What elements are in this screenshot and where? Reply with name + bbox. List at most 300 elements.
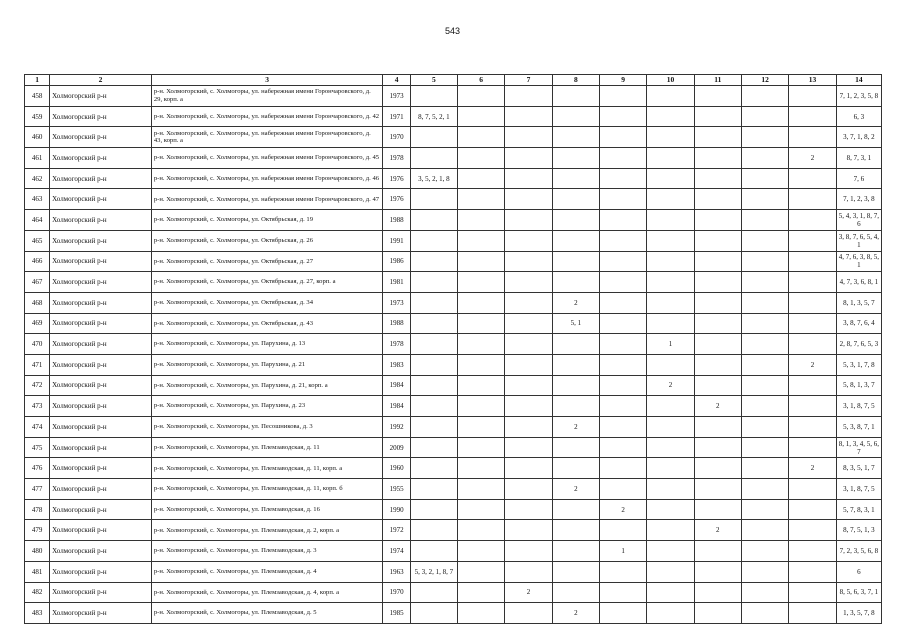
- table-cell: [694, 189, 741, 210]
- table-cell: [458, 334, 505, 355]
- table-cell: 3, 5, 2, 1, 8: [410, 168, 457, 189]
- table-cell: р-н. Холмогорский, с. Холмогоры, ул. набережная имени Горончаровского, д. 42: [151, 106, 383, 127]
- table-cell: [741, 603, 788, 624]
- table-cell: [694, 458, 741, 479]
- table-cell: 475: [25, 437, 50, 458]
- table-cell: 1976: [383, 189, 410, 210]
- table-cell: [741, 292, 788, 313]
- table-cell: Холмогорский р-н: [50, 189, 152, 210]
- table-cell: Холмогорский р-н: [50, 106, 152, 127]
- table-cell: [599, 582, 646, 603]
- column-header: 14: [836, 75, 881, 86]
- table-cell: 473: [25, 396, 50, 417]
- table-cell: [789, 375, 836, 396]
- table-cell: [505, 313, 552, 334]
- table-cell: [410, 210, 457, 231]
- table-cell: 461: [25, 148, 50, 169]
- table-cell: [647, 127, 694, 148]
- table-cell: р-н. Холмогорский, с. Холмогоры, ул. Парухина, д. 21: [151, 354, 383, 375]
- table-cell: [458, 86, 505, 107]
- table-cell: [599, 251, 646, 272]
- table-cell: [647, 354, 694, 375]
- table-cell: [789, 396, 836, 417]
- column-header: 1: [25, 75, 50, 86]
- table-cell: 1972: [383, 520, 410, 541]
- table-cell: 5, 3, 1, 7, 8: [836, 354, 881, 375]
- table-cell: 3, 8, 7, 6, 4: [836, 313, 881, 334]
- table-cell: р-н. Холмогорский, с. Холмогоры, ул. Парухина, д. 23: [151, 396, 383, 417]
- table-cell: [599, 313, 646, 334]
- table-cell: Холмогорский р-н: [50, 230, 152, 251]
- table-cell: [458, 168, 505, 189]
- table-cell: 2: [552, 417, 599, 438]
- column-header: 4: [383, 75, 410, 86]
- table-row: [25, 479, 882, 500]
- table-cell: р-н. Холмогорский, с. Холмогоры, ул. Парухина, д. 21, корп. а: [151, 375, 383, 396]
- table-row: [25, 437, 882, 458]
- table-cell: [505, 210, 552, 231]
- table-cell: [410, 458, 457, 479]
- column-header: 9: [599, 75, 646, 86]
- table-cell: [741, 148, 788, 169]
- table-cell: 482: [25, 582, 50, 603]
- table-cell: [789, 479, 836, 500]
- table-cell: [789, 499, 836, 520]
- table-cell: [647, 458, 694, 479]
- table-cell: р-н. Холмогорский, с. Холмогоры, ул. Октябрьская, д. 19: [151, 210, 383, 231]
- table-cell: [647, 396, 694, 417]
- table-cell: [505, 148, 552, 169]
- table-cell: [647, 292, 694, 313]
- table-cell: [741, 313, 788, 334]
- table-cell: 6: [836, 561, 881, 582]
- column-header: 6: [458, 75, 505, 86]
- table-cell: [599, 396, 646, 417]
- table-cell: [410, 541, 457, 562]
- table-cell: 1978: [383, 148, 410, 169]
- table-cell: [741, 520, 788, 541]
- column-header: 13: [789, 75, 836, 86]
- table-cell: [599, 168, 646, 189]
- table-cell: [694, 210, 741, 231]
- table-cell: [552, 127, 599, 148]
- table-cell: [505, 127, 552, 148]
- table-cell: [505, 437, 552, 458]
- table-cell: [410, 603, 457, 624]
- table-row: [25, 334, 882, 355]
- table-cell: [410, 86, 457, 107]
- table-cell: 2: [552, 603, 599, 624]
- table-cell: [552, 458, 599, 479]
- table-cell: 479: [25, 520, 50, 541]
- table-row: [25, 499, 882, 520]
- table-cell: [552, 354, 599, 375]
- table-cell: [599, 210, 646, 231]
- table-cell: [789, 582, 836, 603]
- table-cell: 8, 3, 5, 1, 7: [836, 458, 881, 479]
- table-cell: 8, 7, 5, 2, 1: [410, 106, 457, 127]
- table-cell: [647, 251, 694, 272]
- table-cell: [505, 354, 552, 375]
- table-cell: р-н. Холмогорский, с. Холмогоры, ул. набережная имени Горончаровского, д. 43, корп. а: [151, 127, 383, 148]
- table-cell: [789, 334, 836, 355]
- table-cell: Холмогорский р-н: [50, 168, 152, 189]
- table-cell: [789, 189, 836, 210]
- table-cell: [599, 520, 646, 541]
- table-cell: [741, 499, 788, 520]
- table-cell: 1974: [383, 541, 410, 562]
- table-cell: [694, 603, 741, 624]
- table-cell: Холмогорский р-н: [50, 272, 152, 293]
- table-cell: 462: [25, 168, 50, 189]
- table-cell: [552, 541, 599, 562]
- table-cell: Холмогорский р-н: [50, 127, 152, 148]
- table-cell: [410, 127, 457, 148]
- table-cell: 478: [25, 499, 50, 520]
- table-cell: 463: [25, 189, 50, 210]
- table-cell: [599, 230, 646, 251]
- table-cell: [599, 479, 646, 500]
- table-cell: Холмогорский р-н: [50, 520, 152, 541]
- table-cell: [458, 354, 505, 375]
- table-cell: 468: [25, 292, 50, 313]
- table-row: [25, 292, 882, 313]
- table-cell: [789, 230, 836, 251]
- table-row: [25, 375, 882, 396]
- table-cell: [789, 251, 836, 272]
- table-cell: [694, 499, 741, 520]
- table-cell: р-н. Холмогорский, с. Холмогоры, ул. Октябрьская, д. 26: [151, 230, 383, 251]
- table-cell: 5, 7, 8, 3, 1: [836, 499, 881, 520]
- table-cell: 5, 3, 2, 1, 8, 7: [410, 561, 457, 582]
- table-cell: [789, 210, 836, 231]
- table-cell: 2, 8, 7, 6, 5, 3: [836, 334, 881, 355]
- table-cell: [599, 458, 646, 479]
- table-cell: [410, 437, 457, 458]
- table-cell: [505, 603, 552, 624]
- table-body: [25, 86, 882, 624]
- table-cell: [694, 251, 741, 272]
- table-cell: [505, 230, 552, 251]
- table-cell: [505, 541, 552, 562]
- table-cell: [410, 148, 457, 169]
- table-cell: 1991: [383, 230, 410, 251]
- table-cell: [410, 334, 457, 355]
- table-cell: Холмогорский р-н: [50, 313, 152, 334]
- table-cell: 1990: [383, 499, 410, 520]
- table-cell: [741, 210, 788, 231]
- table-row: [25, 86, 882, 107]
- table-cell: 4, 7, 3, 6, 8, 1: [836, 272, 881, 293]
- table-cell: [599, 603, 646, 624]
- table-cell: [599, 106, 646, 127]
- table-cell: 1988: [383, 313, 410, 334]
- table-cell: [505, 251, 552, 272]
- table-cell: [458, 148, 505, 169]
- table-cell: [458, 396, 505, 417]
- table-cell: [552, 230, 599, 251]
- table-cell: 460: [25, 127, 50, 148]
- table-row: [25, 127, 882, 148]
- table-cell: [505, 272, 552, 293]
- table-cell: [552, 272, 599, 293]
- table-cell: [741, 375, 788, 396]
- table-row: [25, 354, 882, 375]
- table-cell: [505, 417, 552, 438]
- table-cell: 480: [25, 541, 50, 562]
- table-cell: [552, 561, 599, 582]
- table-cell: [458, 603, 505, 624]
- table-cell: [505, 499, 552, 520]
- table-cell: [410, 417, 457, 438]
- table-cell: 1984: [383, 396, 410, 417]
- table-cell: [741, 189, 788, 210]
- table-cell: Холмогорский р-н: [50, 334, 152, 355]
- table-cell: [694, 541, 741, 562]
- table-cell: [458, 437, 505, 458]
- table-cell: [741, 458, 788, 479]
- table-row: [25, 520, 882, 541]
- table-cell: 467: [25, 272, 50, 293]
- table-cell: 1963: [383, 561, 410, 582]
- table-cell: 469: [25, 313, 50, 334]
- table-cell: 1992: [383, 417, 410, 438]
- table-cell: [741, 251, 788, 272]
- table-cell: 8, 7, 3, 1: [836, 148, 881, 169]
- column-header: 12: [741, 75, 788, 86]
- table-cell: 7, 2, 3, 5, 6, 8: [836, 541, 881, 562]
- table-cell: [552, 582, 599, 603]
- table-cell: [694, 292, 741, 313]
- table-cell: [410, 354, 457, 375]
- column-header: 7: [505, 75, 552, 86]
- table-cell: [647, 210, 694, 231]
- column-header: 2: [50, 75, 152, 86]
- table-cell: [647, 106, 694, 127]
- table-cell: р-н. Холмогорский, с. Холмогоры, ул. набережная имени Горончаровского, д. 46: [151, 168, 383, 189]
- table-cell: 2: [552, 479, 599, 500]
- table-cell: 7, 1, 2, 3, 5, 8: [836, 86, 881, 107]
- table-row: [25, 417, 882, 438]
- table-cell: р-н. Холмогорский, с. Холмогоры, ул. Племзаводская, д. 4, корп. а: [151, 582, 383, 603]
- table-cell: [458, 582, 505, 603]
- table-cell: [741, 541, 788, 562]
- table-cell: [505, 189, 552, 210]
- table-cell: 1970: [383, 582, 410, 603]
- table-cell: [599, 561, 646, 582]
- table-cell: [599, 189, 646, 210]
- table-cell: [552, 396, 599, 417]
- table-cell: Холмогорский р-н: [50, 417, 152, 438]
- table-cell: 1983: [383, 354, 410, 375]
- table-row: [25, 458, 882, 479]
- table-row: [25, 210, 882, 231]
- table-cell: 1971: [383, 106, 410, 127]
- table-cell: [647, 582, 694, 603]
- table-cell: [789, 603, 836, 624]
- table-cell: [552, 168, 599, 189]
- table-row: [25, 396, 882, 417]
- table-cell: 2: [552, 292, 599, 313]
- table-cell: 3, 8, 7, 6, 5, 4, 1: [836, 230, 881, 251]
- table-cell: 459: [25, 106, 50, 127]
- table-cell: Холмогорский р-н: [50, 603, 152, 624]
- table-cell: 481: [25, 561, 50, 582]
- table-cell: [458, 541, 505, 562]
- table-cell: [694, 168, 741, 189]
- table-cell: [410, 189, 457, 210]
- table-cell: [741, 437, 788, 458]
- table-cell: Холмогорский р-н: [50, 375, 152, 396]
- table-cell: [505, 292, 552, 313]
- table-row: [25, 189, 882, 210]
- table-cell: 470: [25, 334, 50, 355]
- table-cell: [552, 334, 599, 355]
- table-cell: [410, 251, 457, 272]
- column-header: 8: [552, 75, 599, 86]
- table-cell: р-н. Холмогорский, с. Холмогоры, ул. Племзаводская, д. 4: [151, 561, 383, 582]
- table-cell: [410, 582, 457, 603]
- table-cell: [741, 417, 788, 438]
- table-cell: [741, 106, 788, 127]
- table-cell: р-н. Холмогорский, с. Холмогоры, ул. Племзаводская, д. 3: [151, 541, 383, 562]
- table-cell: [694, 561, 741, 582]
- data-table: [24, 74, 882, 624]
- table-cell: [505, 168, 552, 189]
- table-cell: [505, 479, 552, 500]
- table-cell: 476: [25, 458, 50, 479]
- table-cell: Холмогорский р-н: [50, 541, 152, 562]
- table-cell: [694, 582, 741, 603]
- table-cell: 1981: [383, 272, 410, 293]
- table-cell: [789, 541, 836, 562]
- table-cell: [647, 520, 694, 541]
- table-cell: [741, 354, 788, 375]
- table-cell: 5, 4, 3, 1, 8, 7, 6: [836, 210, 881, 231]
- table-cell: [458, 251, 505, 272]
- table-cell: [599, 437, 646, 458]
- table-cell: 2: [789, 148, 836, 169]
- table-cell: [647, 603, 694, 624]
- table-cell: [789, 106, 836, 127]
- table-cell: р-н. Холмогорский, с. Холмогоры, ул. Октябрьская, д. 27: [151, 251, 383, 272]
- table-cell: [552, 86, 599, 107]
- table-cell: 1960: [383, 458, 410, 479]
- table-cell: р-н. Холмогорский, с. Холмогоры, ул. Племзаводская, д. 11: [151, 437, 383, 458]
- table-row: [25, 582, 882, 603]
- header-row: [25, 75, 882, 86]
- table-cell: 1976: [383, 168, 410, 189]
- table-cell: 1973: [383, 292, 410, 313]
- table-cell: 472: [25, 375, 50, 396]
- table-cell: [552, 189, 599, 210]
- table-cell: [552, 251, 599, 272]
- table-cell: [647, 561, 694, 582]
- table-cell: Холмогорский р-н: [50, 499, 152, 520]
- table-cell: 3, 1, 8, 7, 5: [836, 479, 881, 500]
- table-row: [25, 272, 882, 293]
- table-cell: [505, 86, 552, 107]
- table-row: [25, 541, 882, 562]
- table-cell: [599, 354, 646, 375]
- table-cell: [694, 334, 741, 355]
- table-cell: [505, 334, 552, 355]
- table-cell: [741, 272, 788, 293]
- table-cell: [458, 210, 505, 231]
- table-cell: [647, 313, 694, 334]
- table-cell: 6, 3: [836, 106, 881, 127]
- table-cell: 465: [25, 230, 50, 251]
- table-cell: [741, 396, 788, 417]
- table-cell: р-н. Холмогорский, с. Холмогоры, ул. набережная имени Горончаровского, д. 29, корп. а: [151, 86, 383, 107]
- table-cell: 1955: [383, 479, 410, 500]
- table-cell: 2: [647, 375, 694, 396]
- table-cell: 1984: [383, 375, 410, 396]
- table-cell: Холмогорский р-н: [50, 354, 152, 375]
- table-cell: [505, 106, 552, 127]
- table-cell: 5, 3, 8, 7, 1: [836, 417, 881, 438]
- table-cell: [552, 106, 599, 127]
- table-cell: р-н. Холмогорский, с. Холмогоры, ул. Племзаводская, д. 11, корп. б: [151, 479, 383, 500]
- table-cell: 2: [505, 582, 552, 603]
- table-cell: 2009: [383, 437, 410, 458]
- table-cell: 3, 1, 8, 7, 5: [836, 396, 881, 417]
- table-cell: [552, 375, 599, 396]
- table-row: [25, 313, 882, 334]
- table-cell: [599, 292, 646, 313]
- table-cell: [647, 417, 694, 438]
- table-row: [25, 168, 882, 189]
- table-row: [25, 148, 882, 169]
- table-cell: 8, 1, 3, 4, 5, 6, 7: [836, 437, 881, 458]
- table-cell: р-н. Холмогорский, с. Холмогоры, ул. Октябрьская, д. 43: [151, 313, 383, 334]
- table-cell: [694, 127, 741, 148]
- table-cell: [647, 168, 694, 189]
- table-cell: [505, 458, 552, 479]
- table-cell: 1: [599, 541, 646, 562]
- table-cell: [552, 520, 599, 541]
- table-cell: 477: [25, 479, 50, 500]
- table-cell: [505, 375, 552, 396]
- table-cell: [410, 479, 457, 500]
- table-cell: [741, 127, 788, 148]
- table-cell: [789, 313, 836, 334]
- table-cell: Холмогорский р-н: [50, 86, 152, 107]
- table-cell: [458, 313, 505, 334]
- table-cell: [741, 168, 788, 189]
- table-row: [25, 106, 882, 127]
- table-cell: [505, 520, 552, 541]
- table-cell: [458, 106, 505, 127]
- table-cell: [552, 210, 599, 231]
- table-cell: Холмогорский р-н: [50, 148, 152, 169]
- table-cell: [741, 334, 788, 355]
- table-cell: Холмогорский р-н: [50, 396, 152, 417]
- table-cell: [741, 230, 788, 251]
- table-cell: [789, 520, 836, 541]
- table-cell: [410, 499, 457, 520]
- table-cell: 1970: [383, 127, 410, 148]
- table-cell: [410, 396, 457, 417]
- table-cell: [694, 106, 741, 127]
- table-cell: [741, 479, 788, 500]
- table-cell: [458, 479, 505, 500]
- table-cell: [694, 375, 741, 396]
- table-cell: 7, 1, 2, 3, 8: [836, 189, 881, 210]
- table-cell: 471: [25, 354, 50, 375]
- table-cell: [694, 230, 741, 251]
- table-cell: [458, 499, 505, 520]
